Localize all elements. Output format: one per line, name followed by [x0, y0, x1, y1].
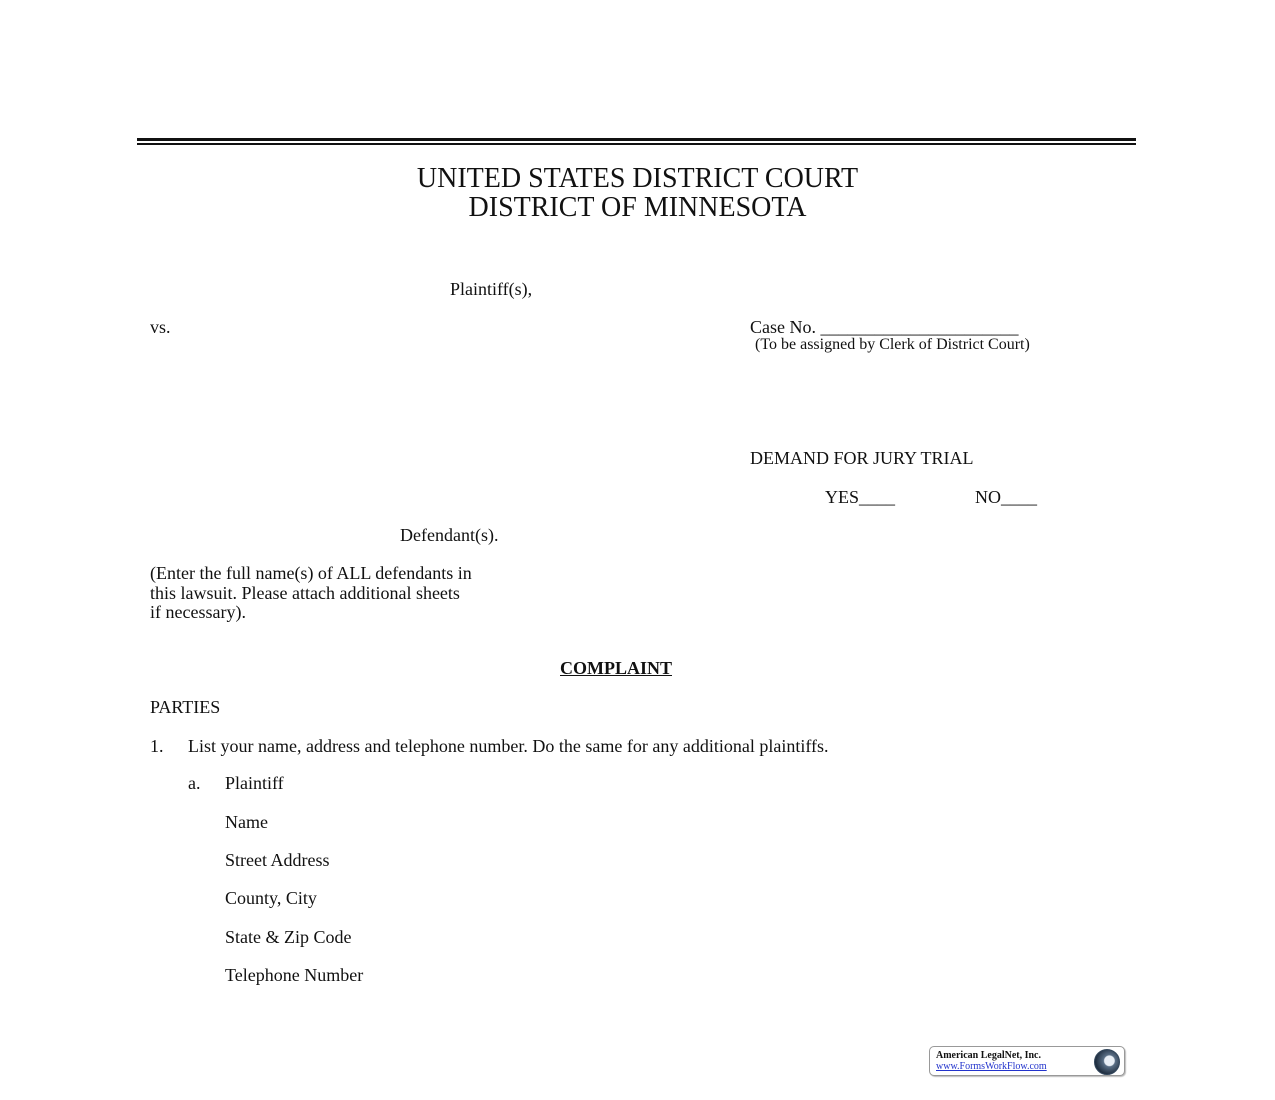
defendant-instructions-line-2: this lawsuit. Please attach additional sheets: [150, 583, 460, 603]
jury-yes-option[interactable]: YES____: [825, 487, 896, 507]
sub-item-a-text: Plaintiff: [225, 773, 284, 793]
item-1-text: List your name, address and telephone number. Do the same for any additional plaintiffs.: [188, 736, 829, 756]
sub-item-a-letter: a.: [188, 773, 201, 793]
field-street-address: Street Address: [225, 850, 330, 870]
plaintiff-label: Plaintiff(s),: [450, 279, 533, 299]
vs-label: vs.: [150, 317, 171, 337]
defendant-instructions-line-1: (Enter the full name(s) of ALL defendants in: [150, 563, 472, 583]
item-1-number: 1.: [150, 736, 164, 756]
case-number-note: (To be assigned by Clerk of District Court): [755, 336, 1030, 353]
district-name: DISTRICT OF MINNESOTA: [468, 192, 807, 223]
field-telephone: Telephone Number: [225, 965, 364, 985]
publisher-link[interactable]: www.FormsWorkFlow.com: [936, 1061, 1047, 1072]
header-rule-thick: [137, 138, 1136, 141]
globe-icon: [1094, 1049, 1120, 1075]
jury-demand-label: DEMAND FOR JURY TRIAL: [750, 448, 974, 468]
field-name: Name: [225, 812, 268, 832]
court-name: UNITED STATES DISTRICT COURT: [416, 163, 859, 194]
publisher-name: American LegalNet, Inc.: [936, 1050, 1041, 1061]
header-rule-thin: [137, 143, 1136, 145]
document-title: COMPLAINT: [560, 658, 672, 678]
section-heading-parties: PARTIES: [150, 697, 221, 717]
defendant-instructions-line-3: if necessary).: [150, 602, 246, 622]
defendant-label: Defendant(s).: [400, 525, 499, 545]
case-number-field[interactable]: Case No. ______________________: [750, 317, 1019, 337]
jury-no-option[interactable]: NO____: [975, 487, 1037, 507]
field-county-city: County, City: [225, 888, 317, 908]
field-state-zip: State & Zip Code: [225, 927, 352, 947]
publisher-logo[interactable]: [929, 1046, 1125, 1076]
